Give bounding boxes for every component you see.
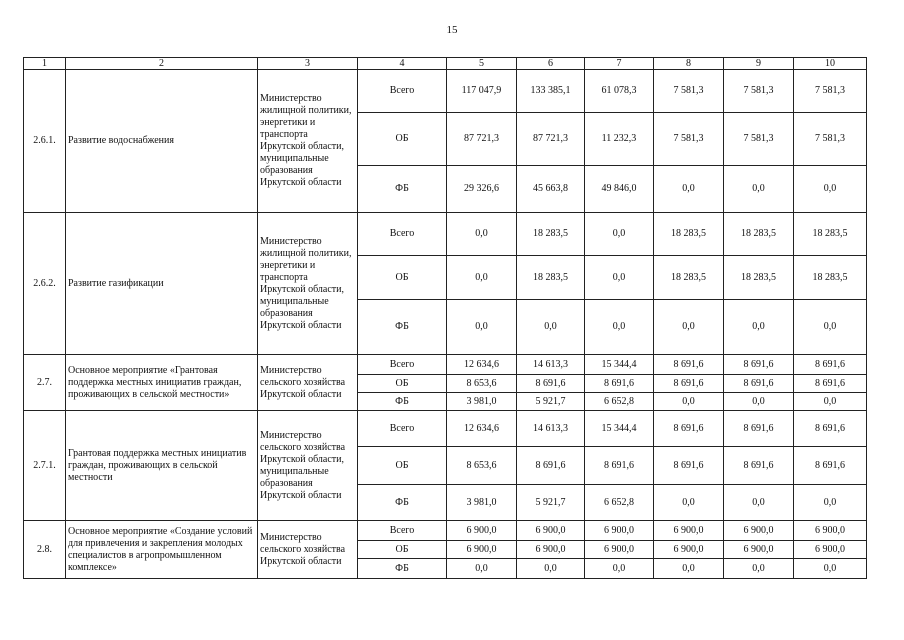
funding-value: 0,0 xyxy=(724,485,794,521)
page-number: 15 xyxy=(446,24,458,36)
funding-value: 5 921,7 xyxy=(517,485,585,521)
funding-value: 0,0 xyxy=(654,485,724,521)
funding-value: 6 900,0 xyxy=(447,521,517,541)
funding-source: Всего xyxy=(358,355,447,375)
item-code: 2.7.1. xyxy=(24,411,66,521)
funding-source: ОБ xyxy=(358,375,447,393)
funding-value: 8 691,6 xyxy=(654,447,724,485)
funding-value: 6 900,0 xyxy=(585,541,654,559)
funding-value: 0,0 xyxy=(794,485,867,521)
funding-source: Всего xyxy=(358,521,447,541)
funding-value: 18 283,5 xyxy=(654,213,724,256)
funding-value: 15 344,4 xyxy=(585,355,654,375)
table-row xyxy=(24,213,867,256)
column-number: 4 xyxy=(358,58,447,70)
funding-value: 0,0 xyxy=(794,300,867,355)
funding-value: 61 078,3 xyxy=(585,70,654,113)
funding-value: 6 652,8 xyxy=(585,485,654,521)
funding-value: 0,0 xyxy=(794,166,867,213)
funding-value: 7 581,3 xyxy=(724,113,794,166)
funding-value: 6 900,0 xyxy=(654,541,724,559)
funding-value: 6 900,0 xyxy=(447,541,517,559)
funding-value: 0,0 xyxy=(585,300,654,355)
funding-value: 117 047,9 xyxy=(447,70,517,113)
funding-value: 6 900,0 xyxy=(517,541,585,559)
funding-value: 0,0 xyxy=(794,393,867,411)
funding-value: 8 691,6 xyxy=(654,411,724,447)
funding-value: 8 691,6 xyxy=(724,411,794,447)
funding-value: 8 691,6 xyxy=(654,375,724,393)
funding-value: 18 283,5 xyxy=(517,213,585,256)
funding-value: 8 691,6 xyxy=(517,447,585,485)
item-code: 2.6.2. xyxy=(24,213,66,355)
funding-value: 8 691,6 xyxy=(585,447,654,485)
budget-table xyxy=(23,57,867,579)
funding-value: 0,0 xyxy=(585,559,654,579)
funding-value: 0,0 xyxy=(517,559,585,579)
funding-source: ФБ xyxy=(358,300,447,355)
funding-value: 18 283,5 xyxy=(724,213,794,256)
item-name: Основное мероприятие «Создание условий для привлечения и закрепления молодых специалистов в агропромышленном комплексе» xyxy=(66,521,258,579)
funding-value: 87 721,3 xyxy=(517,113,585,166)
funding-value: 7 581,3 xyxy=(794,70,867,113)
funding-value: 0,0 xyxy=(654,393,724,411)
funding-value: 8 691,6 xyxy=(794,375,867,393)
funding-value: 7 581,3 xyxy=(724,70,794,113)
item-executor: Министерство сельского хозяйства Иркутской области, муниципальные образования Иркутской области xyxy=(258,411,358,521)
column-number: 8 xyxy=(654,58,724,70)
funding-value: 14 613,3 xyxy=(517,355,585,375)
column-number: 9 xyxy=(724,58,794,70)
funding-value: 0,0 xyxy=(724,393,794,411)
funding-source: Всего xyxy=(358,411,447,447)
funding-value: 8 691,6 xyxy=(517,375,585,393)
table-row xyxy=(24,411,867,447)
funding-value: 5 921,7 xyxy=(517,393,585,411)
funding-value: 8 691,6 xyxy=(794,411,867,447)
funding-value: 8 691,6 xyxy=(724,375,794,393)
funding-value: 0,0 xyxy=(585,213,654,256)
funding-value: 8 691,6 xyxy=(794,355,867,375)
column-number: 10 xyxy=(794,58,867,70)
funding-value: 6 900,0 xyxy=(724,521,794,541)
funding-source: ФБ xyxy=(358,485,447,521)
funding-value: 15 344,4 xyxy=(585,411,654,447)
funding-source: ОБ xyxy=(358,256,447,300)
column-number: 3 xyxy=(258,58,358,70)
table-row xyxy=(24,355,867,375)
funding-value: 8 691,6 xyxy=(724,355,794,375)
funding-value: 12 634,6 xyxy=(447,355,517,375)
funding-value: 18 283,5 xyxy=(654,256,724,300)
funding-value: 8 691,6 xyxy=(794,447,867,485)
funding-value: 8 653,6 xyxy=(447,375,517,393)
funding-value: 87 721,3 xyxy=(447,113,517,166)
funding-value: 3 981,0 xyxy=(447,485,517,521)
funding-source: ОБ xyxy=(358,447,447,485)
funding-value: 0,0 xyxy=(654,559,724,579)
item-name: Основное мероприятие «Грантовая поддержка местных инициатив граждан, проживающих в сельской местности» xyxy=(66,355,258,411)
funding-value: 3 981,0 xyxy=(447,393,517,411)
funding-value: 14 613,3 xyxy=(517,411,585,447)
column-number: 1 xyxy=(24,58,66,70)
funding-value: 6 900,0 xyxy=(517,521,585,541)
table-body xyxy=(24,70,867,579)
funding-value: 0,0 xyxy=(724,559,794,579)
funding-value: 7 581,3 xyxy=(654,113,724,166)
funding-value: 0,0 xyxy=(447,300,517,355)
item-name: Развитие газификации xyxy=(66,213,258,355)
item-code: 2.7. xyxy=(24,355,66,411)
item-name: Развитие водоснабжения xyxy=(66,70,258,213)
funding-source: ФБ xyxy=(358,393,447,411)
funding-source: ОБ xyxy=(358,541,447,559)
funding-value: 133 385,1 xyxy=(517,70,585,113)
funding-value: 0,0 xyxy=(585,256,654,300)
funding-value: 18 283,5 xyxy=(724,256,794,300)
funding-value: 29 326,6 xyxy=(447,166,517,213)
funding-source: ФБ xyxy=(358,166,447,213)
funding-value: 6 900,0 xyxy=(654,521,724,541)
funding-value: 0,0 xyxy=(724,300,794,355)
funding-value: 8 653,6 xyxy=(447,447,517,485)
funding-source: Всего xyxy=(358,213,447,256)
funding-source: ОБ xyxy=(358,113,447,166)
funding-value: 6 652,8 xyxy=(585,393,654,411)
funding-value: 49 846,0 xyxy=(585,166,654,213)
funding-value: 0,0 xyxy=(447,559,517,579)
item-name: Грантовая поддержка местных инициатив граждан, проживающих в сельской местности xyxy=(66,411,258,521)
item-executor: Министерство жилищной политики, энергетики и транспорта Иркутской области, муниципальные образования Иркутской области xyxy=(258,70,358,213)
funding-value: 0,0 xyxy=(794,559,867,579)
funding-value: 18 283,5 xyxy=(794,213,867,256)
funding-value: 11 232,3 xyxy=(585,113,654,166)
funding-value: 7 581,3 xyxy=(794,113,867,166)
column-number: 6 xyxy=(517,58,585,70)
funding-value: 0,0 xyxy=(724,166,794,213)
column-number-row xyxy=(24,58,867,70)
funding-value: 7 581,3 xyxy=(654,70,724,113)
funding-value: 8 691,6 xyxy=(654,355,724,375)
funding-value: 12 634,6 xyxy=(447,411,517,447)
funding-value: 8 691,6 xyxy=(724,447,794,485)
funding-value: 6 900,0 xyxy=(794,521,867,541)
funding-value: 18 283,5 xyxy=(794,256,867,300)
funding-value: 0,0 xyxy=(447,256,517,300)
item-executor: Министерство сельского хозяйства Иркутской области xyxy=(258,355,358,411)
item-code: 2.6.1. xyxy=(24,70,66,213)
item-executor: Министерство сельского хозяйства Иркутской области xyxy=(258,521,358,579)
funding-value: 0,0 xyxy=(517,300,585,355)
table-row xyxy=(24,521,867,541)
item-executor: Министерство жилищной политики, энергетики и транспорта Иркутской области, муниципальные образования Иркутской области xyxy=(258,213,358,355)
funding-value: 6 900,0 xyxy=(585,521,654,541)
item-code: 2.8. xyxy=(24,521,66,579)
funding-value: 0,0 xyxy=(447,213,517,256)
funding-value: 8 691,6 xyxy=(585,375,654,393)
funding-value: 45 663,8 xyxy=(517,166,585,213)
column-number: 2 xyxy=(66,58,258,70)
column-number: 7 xyxy=(585,58,654,70)
funding-source: ФБ xyxy=(358,559,447,579)
funding-value: 0,0 xyxy=(654,300,724,355)
funding-value: 6 900,0 xyxy=(794,541,867,559)
column-number: 5 xyxy=(447,58,517,70)
funding-source: Всего xyxy=(358,70,447,113)
table-row xyxy=(24,70,867,113)
funding-value: 0,0 xyxy=(654,166,724,213)
funding-value: 6 900,0 xyxy=(724,541,794,559)
funding-value: 18 283,5 xyxy=(517,256,585,300)
